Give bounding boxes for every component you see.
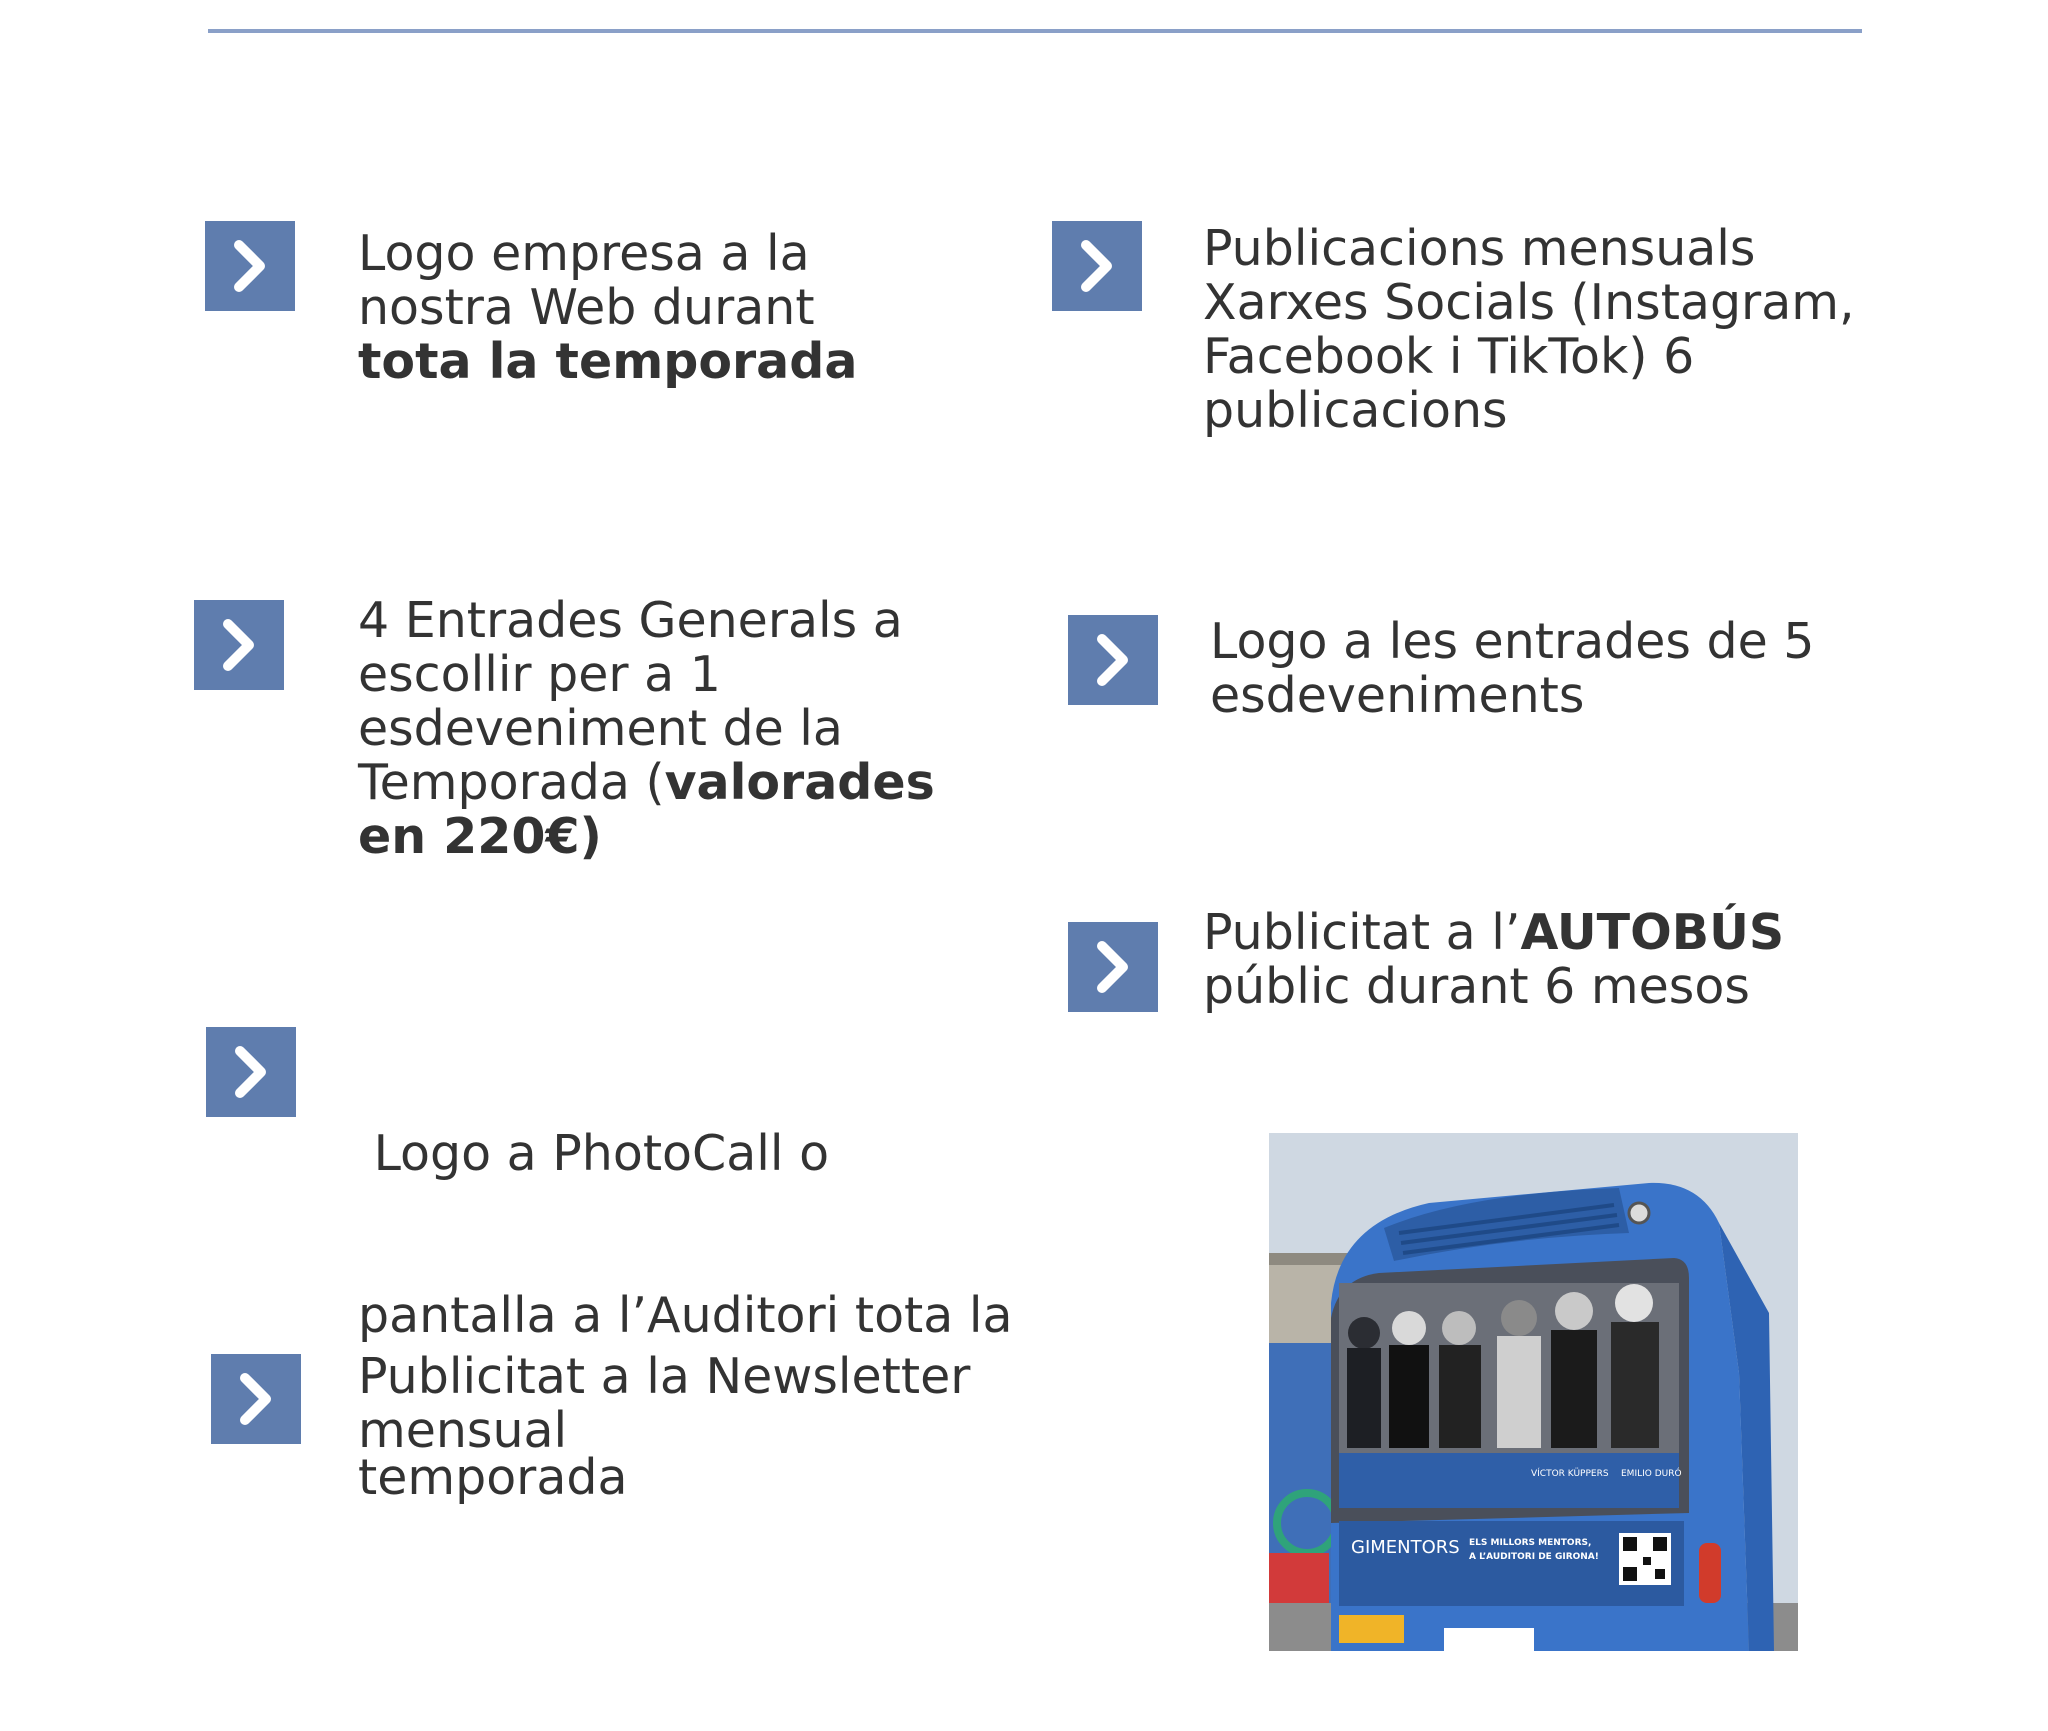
chevron-right-icon: [211, 1354, 301, 1444]
bus-illustration: [1269, 1133, 1798, 1651]
benefit-line-bold: tota la temporada: [358, 333, 858, 390]
ad-subheadline: A L’AUDITORI DE GIRONA!: [1469, 1552, 1599, 1562]
benefit-line: Publicitat a la Newsletter: [358, 1348, 971, 1405]
benefit-text: Publicitat a l’: [1203, 904, 1521, 961]
chevron-right-icon: [1068, 922, 1158, 1012]
top-divider: [208, 29, 1862, 33]
benefit-photocall: [358, 1019, 1013, 1559]
benefit-line: pantalla a l’Auditori tota la: [358, 1287, 1013, 1344]
benefit-line: Publicacions mensuals: [1203, 220, 1756, 277]
speaker-name: VÍCTOR KÜPPERS: [1531, 1469, 1609, 1479]
benefit-line: Facebook i TikTok) 6: [1203, 328, 1695, 385]
benefit-text-bold: valorades: [664, 754, 935, 811]
benefit-line: 4 Entrades Generals a: [358, 592, 903, 649]
chevron-right-icon: [194, 600, 284, 690]
benefit-line: publicacions: [1203, 382, 1508, 439]
benefit-line: Logo a les entrades de 5: [1210, 613, 1815, 670]
benefit-text-bold: AUTOBÚS: [1520, 904, 1785, 961]
benefit-line: Logo empresa a la: [358, 225, 810, 282]
benefit-line-mixed: [1203, 906, 1784, 960]
benefit-line-mixed: [358, 756, 935, 810]
ad-brand: GIMENTORS: [1351, 1537, 1460, 1558]
benefit-line: públic durant 6 mesos: [1203, 958, 1750, 1015]
benefit-ticket-logo: [1210, 615, 1815, 723]
benefit-line: Logo a PhotoCall o: [358, 1125, 830, 1182]
bus-advertisement-photo: [1269, 1133, 1798, 1651]
benefit-line: esdeveniments: [1210, 667, 1585, 724]
chevron-right-icon: [206, 1027, 296, 1117]
benefit-bus-ad: [1203, 906, 1784, 1014]
benefit-general-tickets: [358, 594, 935, 864]
benefit-line: temporada: [358, 1449, 628, 1506]
benefit-line: Xarxes Socials (Instagram,: [1203, 274, 1855, 331]
chevron-right-icon: [1052, 221, 1142, 311]
benefit-newsletter: [358, 1350, 970, 1458]
benefit-line-bold: en 220€): [358, 808, 602, 865]
speaker-name: EMILIO DURÓ: [1621, 1469, 1682, 1479]
chevron-right-icon: [205, 221, 295, 311]
benefit-social-posts: [1203, 222, 1855, 438]
benefit-line: esdeveniment de la: [358, 700, 843, 757]
benefit-line: mensual: [358, 1402, 568, 1459]
benefit-web-logo: [358, 227, 857, 389]
chevron-right-icon: [1068, 615, 1158, 705]
benefit-line: escollir per a 1: [358, 646, 721, 703]
benefit-text: Temporada (: [358, 754, 665, 811]
ad-headline: ELS MILLORS MENTORS,: [1469, 1538, 1592, 1548]
benefit-line: nostra Web durant: [358, 279, 815, 336]
